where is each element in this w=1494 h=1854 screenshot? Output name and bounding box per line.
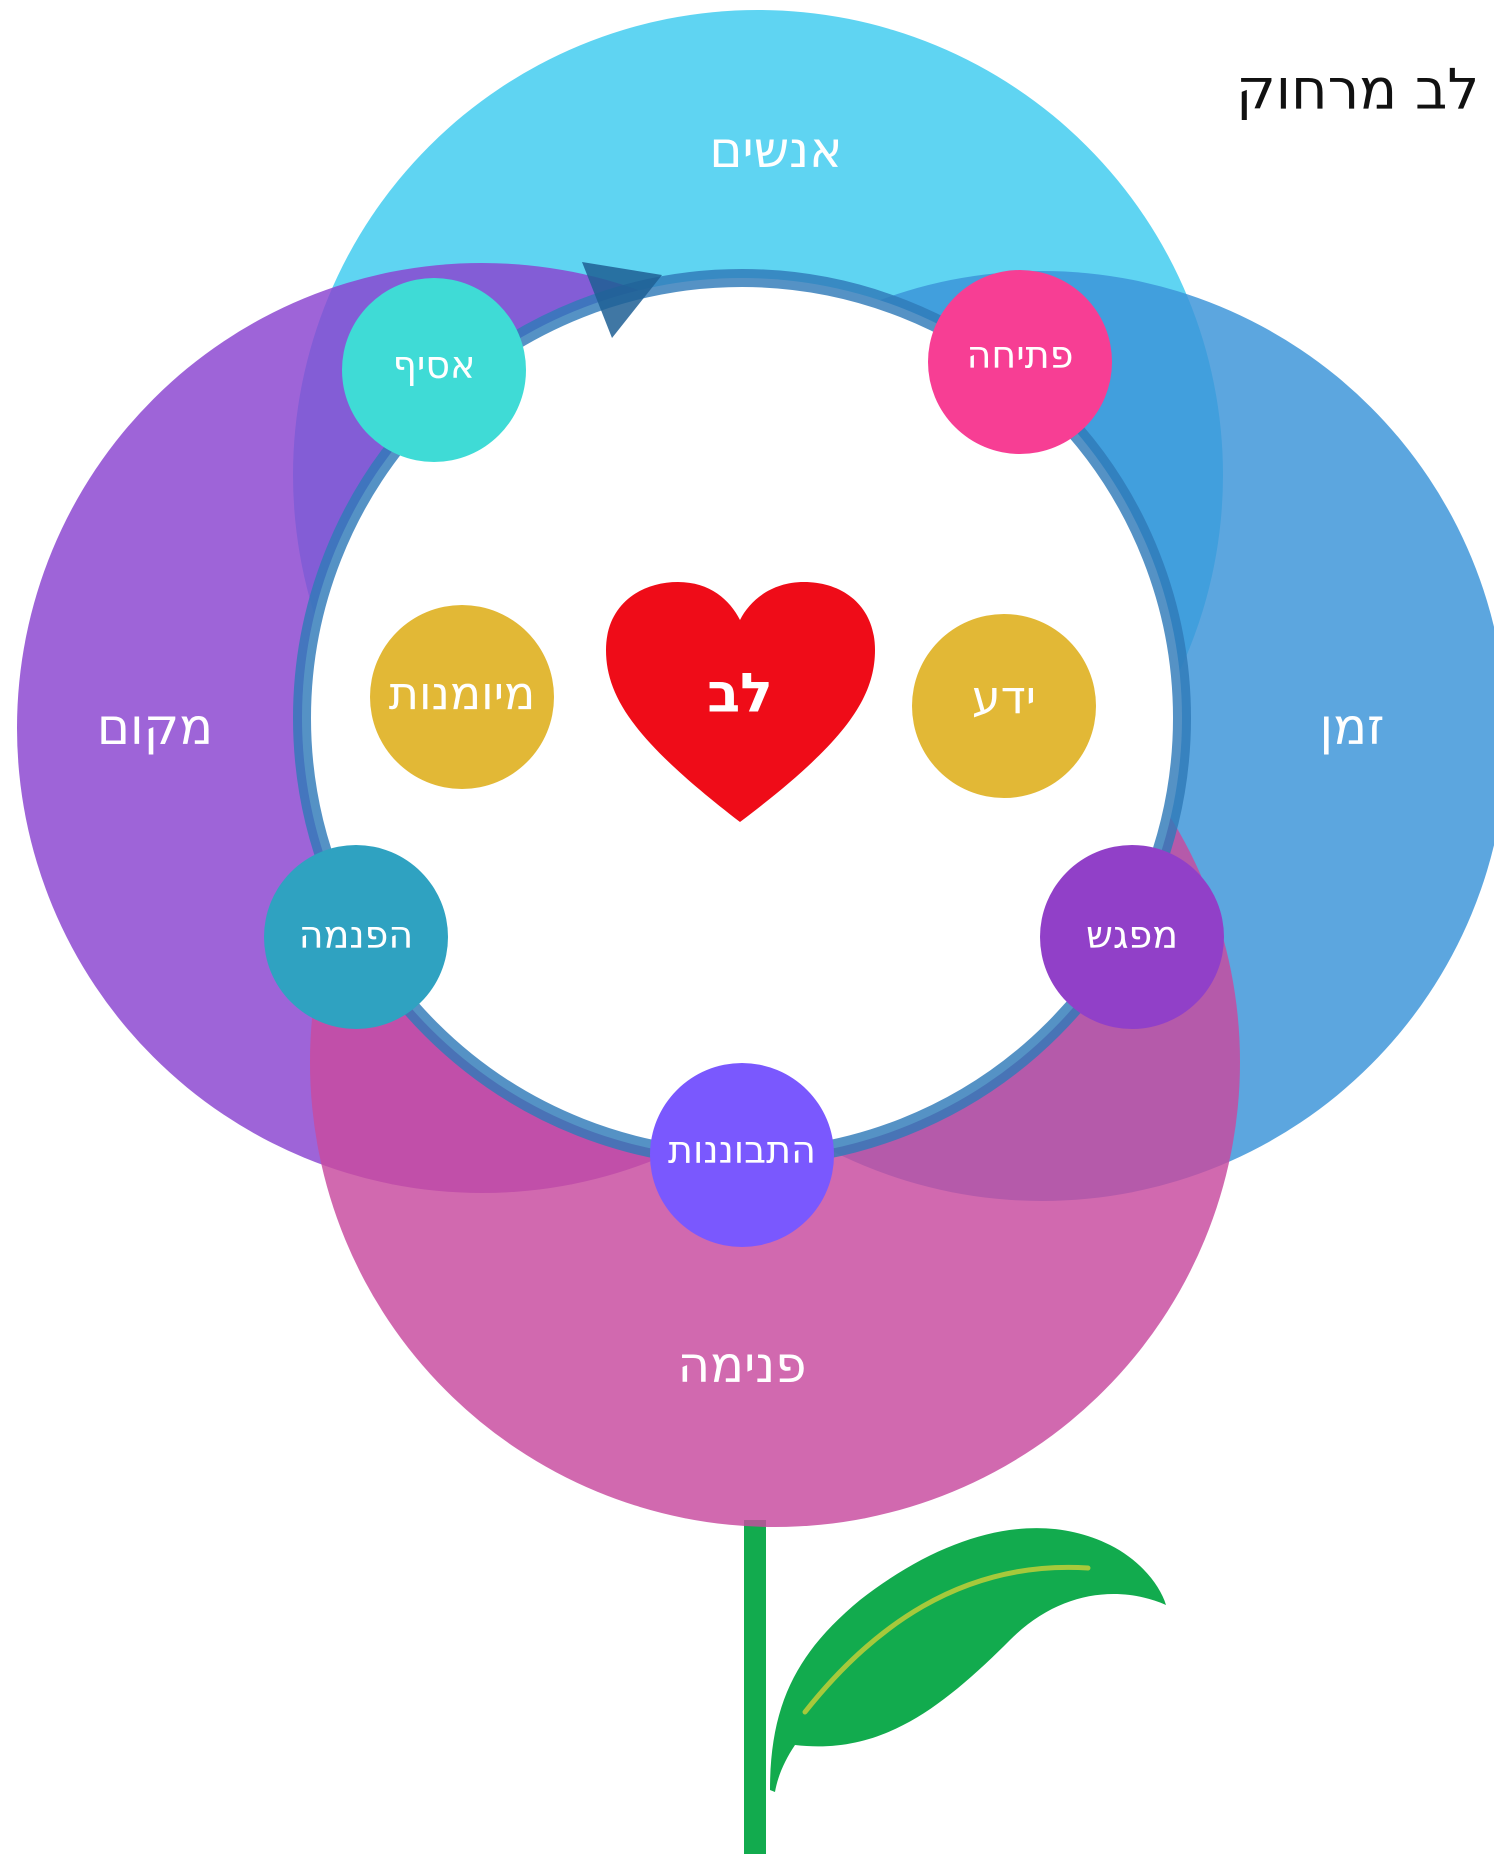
diagram-title: לב מרחוק [1236, 57, 1480, 123]
node-meyumanut-label: מיומנות [388, 666, 536, 720]
petal-right-label: זמן [1319, 698, 1385, 756]
node-meyumanut [370, 605, 554, 789]
heart-label: לב [707, 661, 773, 725]
node-hafnama-label: הפנמה [298, 913, 414, 957]
leaf [770, 1528, 1166, 1792]
petal-bottom-label: פנימה [677, 1336, 807, 1394]
node-yeda-label: ידע [971, 670, 1037, 724]
stem [744, 1520, 766, 1854]
node-hafnama [264, 845, 448, 1029]
node-ptiha-label: פתיחה [966, 333, 1074, 377]
petal-top-label: אנשים [709, 121, 843, 179]
petal-left-label: מקום [96, 698, 214, 756]
node-yeda [912, 614, 1096, 798]
node-mifgash-label: מפגש [1085, 913, 1179, 957]
stem-and-leaf [744, 1520, 1166, 1854]
node-hitbonenut [650, 1063, 834, 1247]
node-mifgash [1040, 845, 1224, 1029]
node-hitbonenut-label: התבוננות [668, 1128, 816, 1172]
node-asif-label: אסיף [392, 343, 476, 387]
node-asif [342, 278, 526, 462]
node-ptiha [928, 270, 1112, 454]
